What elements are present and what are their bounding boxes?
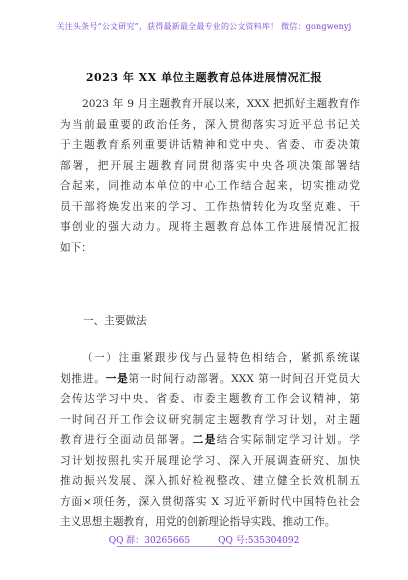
paragraph-line: 会传达学习中央、省委、市委主题教育工作会议精神，第 — [60, 393, 360, 405]
footer-contact — [0, 533, 408, 546]
paragraph-line: 员干部将焕发出来的学习、工作热情转化为攻坚克难、干 — [60, 200, 360, 213]
qq-group-text: QQ 群：30265665 — [108, 536, 191, 546]
section-heading: 一、主要做法 — [83, 315, 147, 327]
paragraph-line: 事创业的强大动力。现将主题教育总体工作进展情况汇报 — [60, 221, 360, 233]
qq-number-text: QQ 号:535304092 — [218, 536, 300, 546]
line-text: 结合实际制定学习计划。学 — [216, 434, 360, 446]
paragraph-line: 一时间召开工作会议研究制定主题教育学习计划，对主题 — [60, 413, 360, 426]
paragraph-line: （一）注重紧跟步伐与凸显特色相结合，紧抓系统谋 — [82, 352, 360, 364]
line-text: 教育进行全面动员部署。 — [60, 434, 193, 446]
paragraph-line: 合起来，同推动本单位的中心工作结合起来，切实推动党 — [60, 180, 360, 192]
document-title: 2023 年 XX 单位主题教育总体进展情况汇报 — [85, 71, 323, 84]
emphasis-text: 一是 — [105, 372, 129, 385]
paragraph-line: 为当前最重要的政治任务，深入贯彻落实习近平总书记关 — [60, 118, 360, 131]
paragraph-line: 部署，把开展主题教育同贯彻落实中央各项决策部署结 — [60, 159, 360, 172]
paragraph-line: 推动振兴发展、深入抓好检视整改、建立健全长效机制五 — [60, 475, 360, 487]
emphasis-text: 二是 — [192, 434, 217, 446]
paragraph-line: 2023 年 9 月主题教育开展以来，XXX 把抓好主题教育作 — [82, 98, 360, 110]
paragraph-line — [60, 430, 360, 451]
paragraph-line: 主义思想主题教育，用党的创新理论指导实践、推动工作。 — [60, 516, 336, 528]
promo-banner: 关注头条号“公文研究”，获得最新最全最专业的公文资料库！ 微信：gongwenyj — [56, 22, 352, 31]
footer-underline — [117, 546, 292, 547]
paragraph-line: 如下： — [60, 241, 92, 254]
practice-paragraph — [60, 348, 360, 533]
intro-paragraph — [60, 94, 360, 258]
paragraph-line: 习计划按照扎实开展理论学习、深入开展调查研究、加快 — [60, 454, 360, 467]
paragraph-line: 方面×项任务，深入贯彻落实 X 习近平新时代中国特色社会 — [60, 495, 360, 508]
line-text: 划推进。 — [60, 372, 106, 385]
line-text: 第一时间行动部署。XXX 第一时间召开党员大 — [128, 372, 360, 385]
paragraph-line — [60, 369, 360, 390]
paragraph-line: 于主题教育系列重要讲话精神和党中央、省委、市委决策 — [60, 139, 360, 151]
